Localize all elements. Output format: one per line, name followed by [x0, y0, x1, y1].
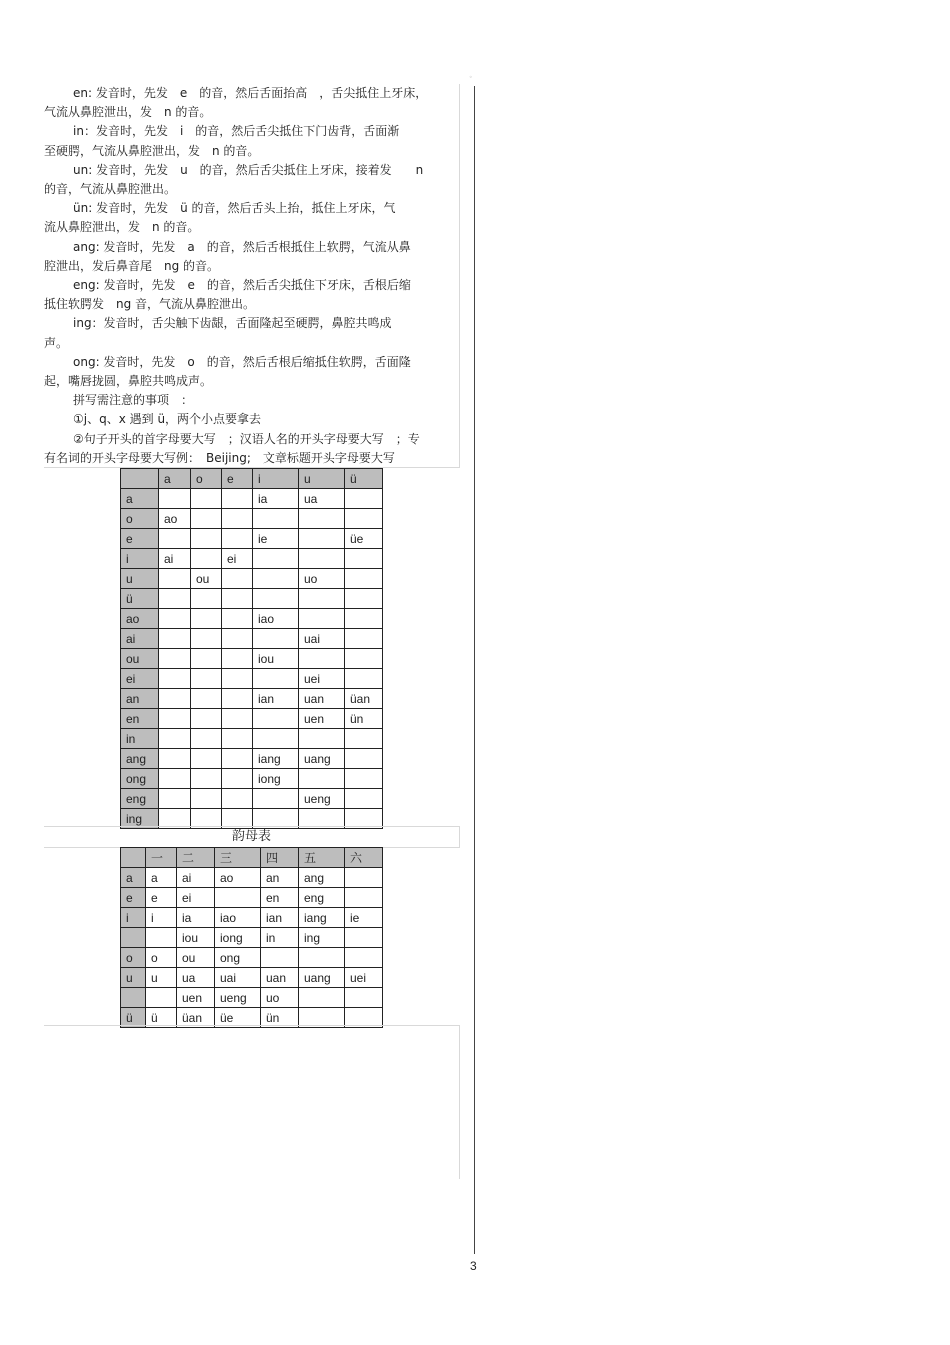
table-cell: üe: [345, 529, 383, 549]
header-cell: [121, 848, 146, 868]
table-cell: [345, 789, 383, 809]
table-cell: iou: [253, 649, 299, 669]
table-cell: [222, 769, 253, 789]
row-label-cell: a: [121, 489, 159, 509]
table-cell: [159, 609, 191, 629]
row-label-cell: in: [121, 729, 159, 749]
table-caption: 韵母表: [44, 826, 460, 848]
header-cell: 四: [261, 848, 299, 868]
table-row: [121, 868, 383, 888]
table-cell: [159, 489, 191, 509]
row-label-cell: e: [121, 529, 159, 549]
table-cell: [345, 489, 383, 509]
table-row: [121, 948, 383, 968]
table-row: [121, 509, 383, 529]
table-cell: ian: [261, 908, 299, 928]
table-cell: [191, 729, 222, 749]
table-cell: ei: [177, 888, 215, 908]
table-cell: ong: [215, 948, 261, 968]
table-row: [121, 968, 383, 988]
table-cell: uen: [177, 988, 215, 1008]
table-cell: [299, 509, 345, 529]
table-cell: [159, 789, 191, 809]
table-row: [121, 669, 383, 689]
table-cell: [345, 868, 383, 888]
table-cell: ing: [299, 928, 345, 948]
table-cell: [159, 669, 191, 689]
table-cell: üan: [177, 1008, 215, 1028]
table-cell: [222, 789, 253, 809]
table-cell: [191, 589, 222, 609]
row-label-cell: eng: [121, 789, 159, 809]
header-cell: 一: [146, 848, 177, 868]
table-cell: [253, 789, 299, 809]
table-cell: [191, 509, 222, 529]
table-cell: uan: [261, 968, 299, 988]
table-cell: [191, 689, 222, 709]
table-cell: [191, 789, 222, 809]
row-label-cell: en: [121, 709, 159, 729]
table-cell: uang: [299, 749, 345, 769]
header-cell: e: [222, 469, 253, 489]
text-line: in：发音时，先发 i 的音，然后舌尖抵住下门齿背，舌面渐: [73, 124, 400, 139]
row-label-cell: ing: [121, 809, 159, 829]
text-line: 抵住软腭发 ng 音，气流从鼻腔泄出。: [44, 297, 256, 312]
text-line: 有名词的开头字母要大写例： Beijing; 文章标题开头字母要大写: [44, 450, 395, 465]
table-cell: iao: [215, 908, 261, 928]
text-line: un: 发音时，先发 u 的音，然后舌尖抵住上牙床，接着发 n: [73, 162, 424, 177]
table-row: [121, 689, 383, 709]
table-cell: ie: [253, 529, 299, 549]
table-cell: ie: [345, 908, 383, 928]
table-cell: [253, 629, 299, 649]
table-cell: eng: [299, 888, 345, 908]
table-row: [121, 908, 383, 928]
table-cell: [191, 669, 222, 689]
table-cell: ü: [146, 1008, 177, 1028]
table-cell: [253, 709, 299, 729]
text-line: ang: 发音时，先发 a 的音，然后舌根抵住上软腭，气流从鼻: [73, 239, 411, 254]
table-cell: [222, 529, 253, 549]
table-cell: [222, 749, 253, 769]
text-line: 拼写需注意的事项 ：: [73, 393, 194, 408]
table-cell: [191, 549, 222, 569]
table-cell: [345, 549, 383, 569]
table-row: [121, 589, 383, 609]
table-cell: [253, 569, 299, 589]
table-cell: [191, 709, 222, 729]
table-header-row: [121, 469, 383, 489]
table-cell: uei: [345, 968, 383, 988]
page-number: 3: [470, 1259, 477, 1273]
table-cell: [345, 509, 383, 529]
table-cell: uang: [299, 968, 345, 988]
table-cell: ia: [177, 908, 215, 928]
table-cell: i: [146, 908, 177, 928]
table-cell: üe: [215, 1008, 261, 1028]
text-line: eng: 发音时，先发 e 的音，然后舌尖抵住下牙床，舌根后缩: [73, 278, 411, 293]
table-cell: ao: [215, 868, 261, 888]
table-cell: [345, 928, 383, 948]
table-cell: [191, 489, 222, 509]
table-cell: [222, 489, 253, 509]
table-cell: [261, 948, 299, 968]
table-cell: [222, 669, 253, 689]
table-row: [121, 749, 383, 769]
table-row: [121, 649, 383, 669]
table-cell: [253, 549, 299, 569]
table-cell: [222, 589, 253, 609]
table-row: [121, 729, 383, 749]
table-cell: u: [146, 968, 177, 988]
table-cell: [345, 769, 383, 789]
table-cell: [222, 709, 253, 729]
header-cell: 六: [345, 848, 383, 868]
row-label-cell: i: [121, 549, 159, 569]
table-cell: uai: [215, 968, 261, 988]
text-line: 气流从鼻腔泄出，发 n 的音。: [44, 105, 212, 120]
table-cell: [299, 649, 345, 669]
row-label-cell: ei: [121, 669, 159, 689]
text-line: 起，嘴唇拢圆，鼻腔共鸣成声。: [44, 374, 213, 389]
table-cell: ian: [253, 689, 299, 709]
table-cell: [159, 529, 191, 549]
table-cell: uen: [299, 709, 345, 729]
table-cell: [159, 729, 191, 749]
table-row: [121, 549, 383, 569]
table-cell: [191, 529, 222, 549]
header-cell: 五: [299, 848, 345, 868]
text-line: ong: 发音时，先发 o 的音，然后舌根后缩抵住软腭，舌面隆: [73, 354, 411, 369]
text-line: ①j、q、x 遇到 ü，两个小点要拿去: [73, 412, 262, 427]
row-label-cell: ou: [121, 649, 159, 669]
text-line: 腔泄出，发后鼻音尾 ng 的音。: [44, 258, 220, 273]
row-label-cell: an: [121, 689, 159, 709]
empty-frame: [44, 1025, 460, 1179]
row-label-cell: ang: [121, 749, 159, 769]
table-cell: [345, 649, 383, 669]
table-cell: [159, 749, 191, 769]
table-row: [121, 988, 383, 1008]
table-row: [121, 709, 383, 729]
table-cell: an: [261, 868, 299, 888]
table-cell: [299, 988, 345, 1008]
table-cell: in: [261, 928, 299, 948]
table-cell: [159, 629, 191, 649]
table-cell: [191, 629, 222, 649]
table-cell: iong: [253, 769, 299, 789]
row-label-cell: u: [121, 569, 159, 589]
table-cell: [345, 948, 383, 968]
page-mark: ◦: [469, 74, 473, 81]
table-cell: iang: [253, 749, 299, 769]
table-cell: ueng: [299, 789, 345, 809]
table-cell: ün: [345, 709, 383, 729]
table-cell: [146, 928, 177, 948]
row-label-cell: a: [121, 868, 146, 888]
table-cell: [299, 948, 345, 968]
table-cell: [345, 749, 383, 769]
header-cell: ü: [345, 469, 383, 489]
table-cell: [345, 569, 383, 589]
table-cell: uo: [299, 569, 345, 589]
table-cell: [299, 529, 345, 549]
header-cell: 二: [177, 848, 215, 868]
table-cell: iong: [215, 928, 261, 948]
table-cell: üan: [345, 689, 383, 709]
text-line: 声。: [44, 335, 69, 350]
table-row: [121, 529, 383, 549]
text-line: en: 发音时，先发 e 的音，然后舌面抬高 ，舌尖抵住上牙床，: [73, 86, 428, 100]
table-cell: [222, 629, 253, 649]
table-cell: [299, 589, 345, 609]
row-label-cell: o: [121, 948, 146, 968]
table-cell: [222, 569, 253, 589]
text-line: 至硬腭，气流从鼻腔泄出，发 n 的音。: [44, 143, 260, 158]
table-row: [121, 888, 383, 908]
row-label-cell: ai: [121, 629, 159, 649]
table-cell: [191, 769, 222, 789]
table-cell: ueng: [215, 988, 261, 1008]
table-cell: [222, 689, 253, 709]
table-cell: [345, 669, 383, 689]
table-cell: ei: [222, 549, 253, 569]
table-cell: [159, 769, 191, 789]
text-line: ing：发音时，舌尖触下齿龈，舌面隆起至硬腭，鼻腔共鸣成: [73, 316, 392, 331]
table-cell: ia: [253, 489, 299, 509]
yunmu-combination-table: [120, 468, 383, 829]
table-cell: ai: [159, 549, 191, 569]
table-row: [121, 609, 383, 629]
table-cell: [222, 509, 253, 529]
row-label-cell: ao: [121, 609, 159, 629]
table-cell: [222, 609, 253, 629]
column-divider: [474, 86, 475, 1254]
header-cell: o: [191, 469, 222, 489]
table-cell: ou: [177, 948, 215, 968]
table-cell: ua: [299, 489, 345, 509]
table-cell: ai: [177, 868, 215, 888]
table-cell: [253, 729, 299, 749]
table-cell: uo: [261, 988, 299, 1008]
table-cell: [146, 988, 177, 1008]
table-cell: iou: [177, 928, 215, 948]
table-header-row: [121, 848, 383, 868]
table-row: [121, 769, 383, 789]
table-row: [121, 928, 383, 948]
pronunciation-text: [44, 84, 460, 468]
table-cell: uai: [299, 629, 345, 649]
row-label-cell: ong: [121, 769, 159, 789]
table-cell: [222, 729, 253, 749]
table-cell: uei: [299, 669, 345, 689]
header-cell: [121, 469, 159, 489]
table-cell: [253, 669, 299, 689]
table-cell: [345, 988, 383, 1008]
table-cell: a: [146, 868, 177, 888]
table-cell: iao: [253, 609, 299, 629]
text-line: ②句子开头的首字母要大写 ；汉语人名的开头字母要大写 ；专: [73, 431, 420, 446]
text-line: 的音，气流从鼻腔泄出。: [44, 182, 177, 197]
table-row: [121, 489, 383, 509]
table-cell: [159, 709, 191, 729]
row-label-cell: ü: [121, 589, 159, 609]
row-label-cell: i: [121, 908, 146, 928]
row-label-cell: o: [121, 509, 159, 529]
table-cell: [191, 649, 222, 669]
table-cell: [222, 649, 253, 669]
header-cell: u: [299, 469, 345, 489]
table-cell: ua: [177, 968, 215, 988]
table-cell: [159, 689, 191, 709]
table-cell: [345, 589, 383, 609]
table-row: [121, 569, 383, 589]
header-cell: i: [253, 469, 299, 489]
table-row: [121, 629, 383, 649]
table-cell: [215, 888, 261, 908]
row-label-cell: u: [121, 968, 146, 988]
table-cell: o: [146, 948, 177, 968]
table-cell: [299, 549, 345, 569]
table-cell: [159, 589, 191, 609]
table-cell: ang: [299, 868, 345, 888]
row-label-cell: [121, 988, 146, 1008]
table-cell: [159, 649, 191, 669]
table-cell: ün: [261, 1008, 299, 1028]
table-cell: [253, 589, 299, 609]
table-cell: [299, 729, 345, 749]
text-line: 流从鼻腔泄出，发 n 的音。: [44, 220, 200, 235]
table-cell: ou: [191, 569, 222, 589]
table-cell: [299, 769, 345, 789]
row-label-cell: e: [121, 888, 146, 908]
table-cell: [191, 609, 222, 629]
yunmu-order-table: [120, 847, 383, 1028]
table-row: [121, 789, 383, 809]
table-cell: [345, 729, 383, 749]
table-cell: e: [146, 888, 177, 908]
table-cell: uan: [299, 689, 345, 709]
table-cell: [345, 888, 383, 908]
table-cell: [345, 609, 383, 629]
row-label-cell: ü: [121, 1008, 146, 1028]
table-cell: en: [261, 888, 299, 908]
table-cell: [299, 609, 345, 629]
table-cell: [191, 749, 222, 769]
table-cell: [345, 629, 383, 649]
header-cell: 三: [215, 848, 261, 868]
table-cell: ao: [159, 509, 191, 529]
table-cell: iang: [299, 908, 345, 928]
table-cell: [159, 569, 191, 589]
text-line: ün: 发音时，先发 ü 的音，然后舌头上抬，抵住上牙床，气: [73, 201, 396, 216]
row-label-cell: [121, 928, 146, 948]
header-cell: a: [159, 469, 191, 489]
table-cell: [253, 509, 299, 529]
